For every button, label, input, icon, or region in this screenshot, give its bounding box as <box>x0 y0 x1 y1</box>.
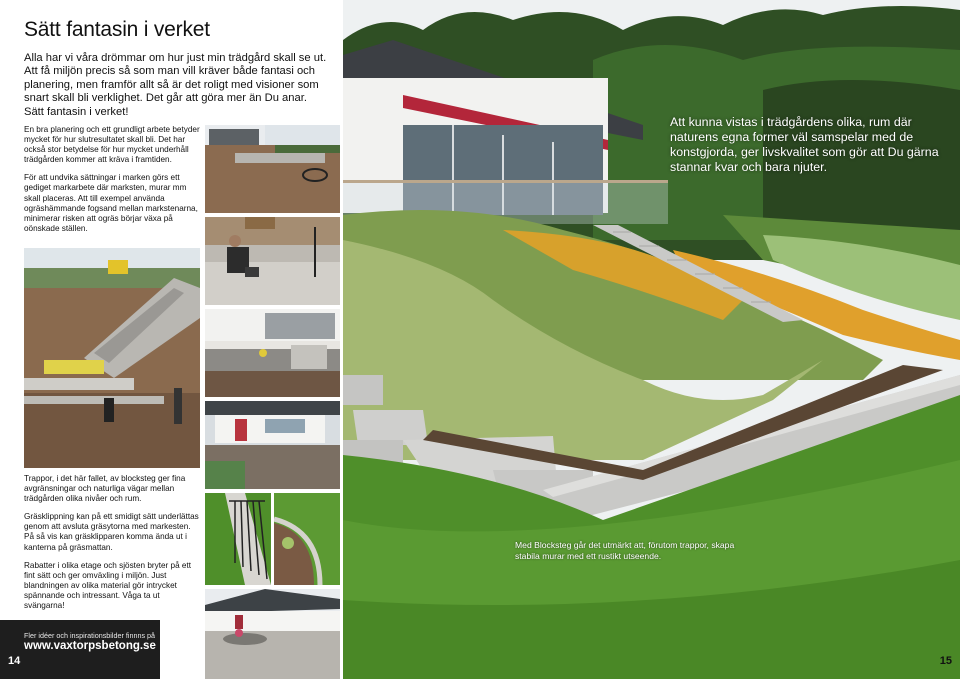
page-number-left: 14 <box>8 655 21 667</box>
photo-house-gravel <box>205 589 340 679</box>
stairs-paragraph-1: Trappor, i det här fallet, av blocksteg ger fina avgränsningar och naturliga vägar mellan trädgården olika nivåer och rum. <box>24 474 186 504</box>
footer-more-info: Fler idéer och inspirationsbilder finnns på <box>24 631 156 640</box>
footer-website-link[interactable]: www.vaxtorpsbetong.se <box>24 640 156 652</box>
stairs-paragraph-2: Gräsklippning kan på ett smidigt sätt underlättas genom att avsluta gräsytorna med markesten. På så vis kan gräsklipparen komma ända ut i kanterna på gräsmattan. <box>24 512 199 552</box>
page-title: Sätt fantasin i verket <box>24 18 210 41</box>
planning-text <box>24 125 200 242</box>
planning-paragraph-2: För att undvika sättningar i marken görs ett gediget markarbete där marksten, murar mm skall placeras. Att till exempel använda ogräshämmande fogsand mellan markstenarna, minimerar risken att ogräs börjar växa på oönskade ställen. <box>24 173 198 233</box>
planning-paragraph-1: En bra planering och ett grundligt arbete betyder mycket för hur slutresultatet skall bli. Det har också stor betydelse för hur mycket underhåll trädgården kommer att kräva i framtiden. <box>24 125 200 165</box>
photo-house-paving <box>205 309 340 397</box>
photo-curved-border <box>274 493 340 585</box>
intro-text <box>24 52 336 119</box>
photo-fence-path <box>205 493 271 585</box>
photo-laying-stones <box>205 217 340 305</box>
garden-hero-photo <box>343 0 960 679</box>
quote-text: Att kunna vistas i trädgårdens olika, rum där naturens egna former väl samspelar med de konstgjorda, ger livskvalitet som gör att Du gärna stannar kvar och bara njuter. <box>670 115 939 174</box>
stairs-paragraph-3: Rabatter i olika etage och sjösten bryter på ett fint sätt och ger omväxling i miljön. Just blandningen av olika material gör intrycket spännande och intressant. Våga ta ut svängarna! <box>24 560 192 611</box>
photo-caption: Med Blocksteg går det utmärkt att, förutom trappor, skapa stabila murar med ett rustikt utseende. <box>515 540 735 561</box>
photo-stairs-construction <box>24 248 200 468</box>
photo-ground-work <box>205 125 340 213</box>
photo-house-walkway <box>205 401 340 489</box>
page-number-right: 15 <box>939 655 952 667</box>
intro-paragraph: Alla har vi våra drömmar om hur just min trädgård skall se ut. Att få miljön precis så som man vill kräver både fantasi och planering, men framför allt så är det roligt med visioner som snart skall bli verklighet. Det går att göra mer än Du anar. Sätt fantasin i verket! <box>24 52 327 118</box>
right-page <box>343 0 960 679</box>
stairs-text <box>24 474 200 619</box>
